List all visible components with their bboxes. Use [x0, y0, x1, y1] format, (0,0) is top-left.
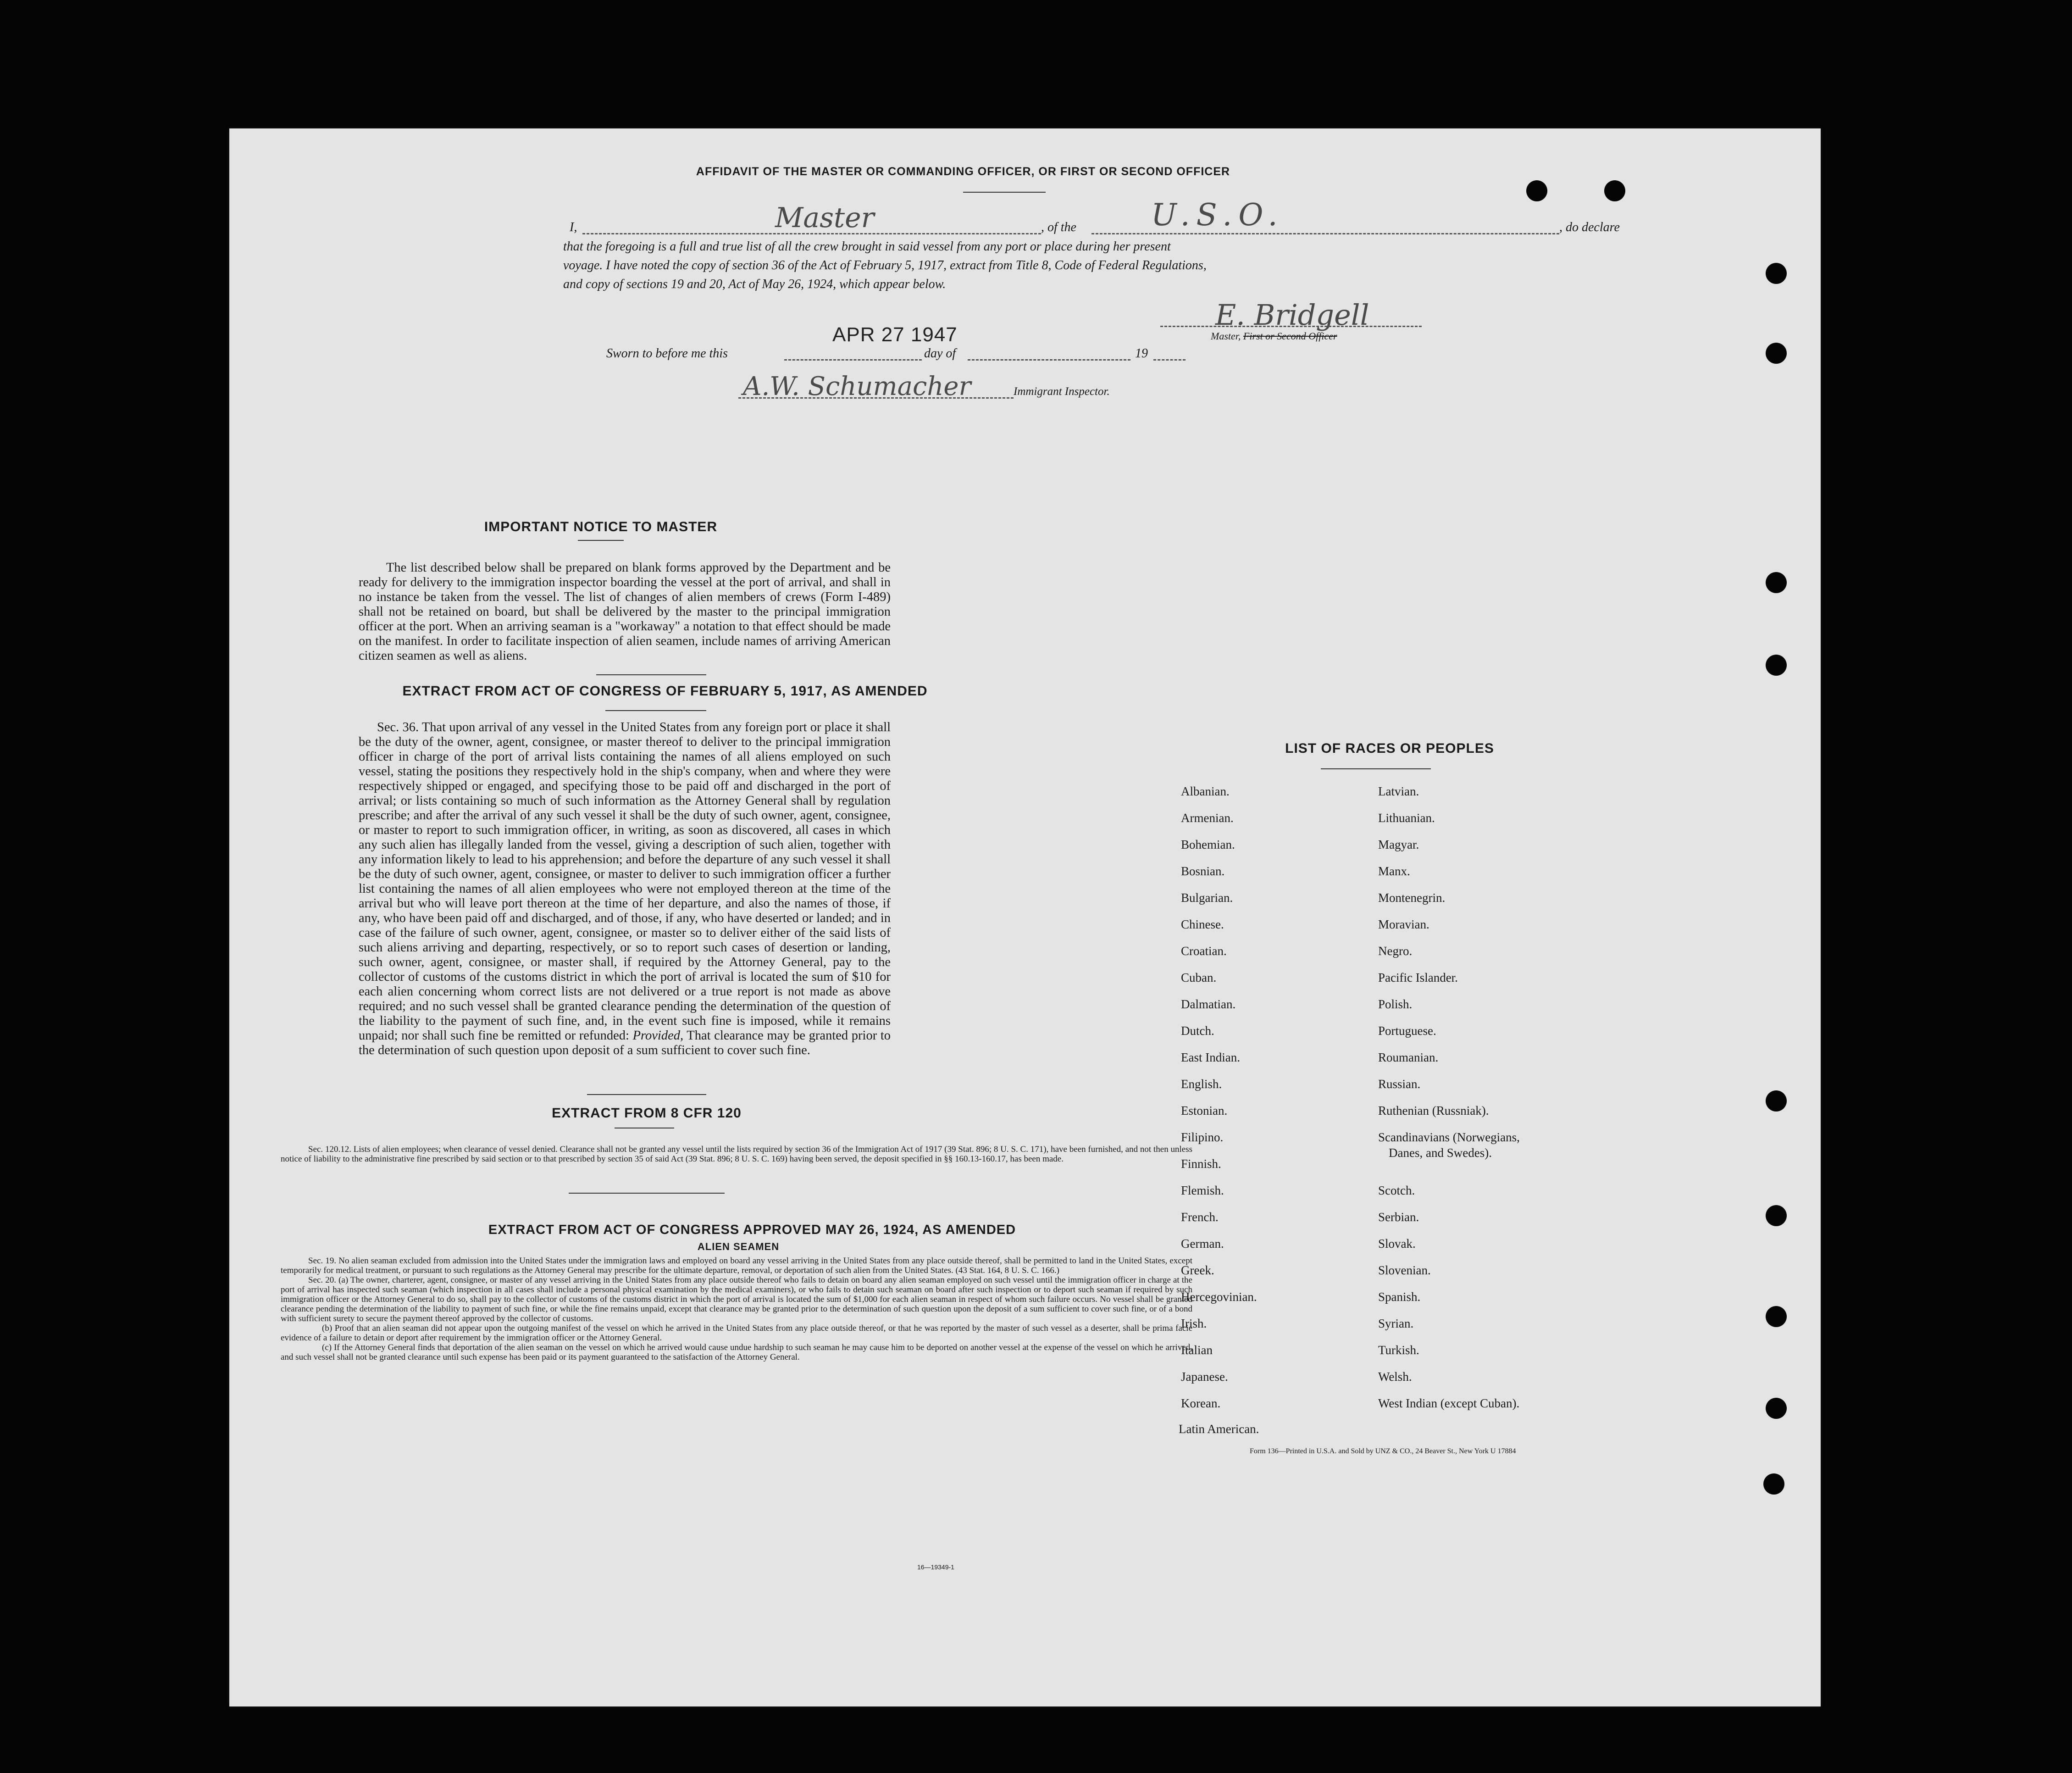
punch-hole — [1766, 1090, 1787, 1112]
statement-line-1: that the foregoing is a full and true list of all the crew brought in said vessel from any port or place during her present — [563, 239, 1171, 254]
race-item: Croatian. — [1181, 944, 1227, 958]
form-code: 16—19349-1 — [917, 1563, 954, 1571]
race-item: Polish. — [1378, 997, 1413, 1011]
race-item: Serbian. — [1378, 1210, 1419, 1224]
race-item: Bulgarian. — [1181, 891, 1233, 905]
race-item: Lithuanian. — [1378, 811, 1435, 825]
punch-hole — [1766, 1398, 1787, 1419]
section-20a-text: Sec. 20. (a) The owner, charterer, agent, consignee, or master of any vessel arriving in the United States from any place outside thereof who fails to detain on board any alien seaman employed on such vessel until the immigration officer in charge at the port of arrival has inspected such seaman (which inspection in all cases shall include a personal physical examination by the medical examiners), or who fails to detain such seaman on board after such inspection or to deport such seaman if required by such immigration officer or the Attorney General to do so, shall pay to the collector of customs of the customs district in which the port of arrival is located the sum of $1,000 for each alien seaman in respect of whom such failure occurs. No vessel shall be granted clearance pending the determination of the liability to payment of such fine, or while the fine remains unpaid, except that clearance may be granted prior to the determination of such question upon the deposit of a sum sufficient to cover such fine, or of a bond with sufficient surety to secure the payment thereof approved by the collector of customs. — [281, 1275, 1192, 1323]
inspector-line — [738, 397, 1014, 399]
section-36-text: That upon arrival of any vessel in the United States from any foreign port or place it shall be the duty of the owner, agent, consignee, or master thereof to deliver to the principal immigration officer in charge of the port of arrival lists containing the names of all aliens employed on such vessel, stating the positions they respectively hold in the ship's company, when and where they were respectively shipped or engaged, and specifying those to be paid off and discharged in the port of arrival; or lists containing so much of such information as the Attorney General shall by regulation prescribe; and after the arrival of any such vessel it shall be the duty of such owner, agent, consignee, or master to report to such immigration officer, in writing, as soon as discovered, all cases in which any such alien has illegally landed from the vessel, giving a description of such alien, together with any information likely to lead to his apprehension; and before the departure of any such vessel it shall be the duty of such owner, agent, consignee, or master to deliver to such immigration officer a further list containing the names of all alien employees who were not employed thereon at the time of the arrival but who will leave port thereon at the time of her departure, and also the names of those, if any, who have been paid off and discharged, and of those, if any, who have deserted or landed; and in case of the failure of such owner, agent, consignee, or master so to deliver either of the said lists of such aliens arriving and departing, respectively, or so to report such cases of desertion or landing, such owner, agent, consignee, or master shall, if required by the Attorney General, pay to the collector of customs of the customs district in which the port of arrival is located the sum of $10 for each alien concerning whom correct lists are not delivered or a true report is not made as above required; and no such vessel shall be granted clearance pending the determination of the question of the liability to the payment of such fine, and, in the event such fine is imposed, while it remains unpaid; nor shall such fine be remitted or refunded: — [359, 720, 891, 1043]
sworn-year-line — [1153, 359, 1186, 361]
section-19-text: Sec. 19. No alien seaman excluded from admission into the United States under the immigration laws and employed on board any vessel arriving in the United States from any place outside thereof, shall be permitted to land in the United States, except temporarily for medical treatment, or pursuant to such regulations as the Attorney General may prescribe for the ultimate departure, removal, or deportation of such alien from the United States. (43 Stat. 164, 8 U. S. C. 166.) — [281, 1256, 1192, 1275]
race-item: Dalmatian. — [1181, 997, 1236, 1011]
race-item: Hercegovinian. — [1181, 1290, 1257, 1304]
sworn-day-line — [784, 359, 922, 361]
extract-1924-title: EXTRACT FROM ACT OF CONGRESS APPROVED MAY 26, 1924, AS AMENDED — [488, 1223, 1016, 1237]
punch-hole — [1766, 572, 1787, 593]
race-item: Scotch. — [1378, 1184, 1415, 1197]
vessel-handwritten: U.S.O. — [1151, 197, 1284, 233]
race-item: Albanian. — [1181, 784, 1230, 798]
divider — [578, 540, 624, 541]
officer-caption-struck: First or Second Officer — [1243, 330, 1337, 342]
race-item: Flemish. — [1181, 1184, 1224, 1197]
punch-hole — [1604, 180, 1625, 201]
race-item: Greek. — [1181, 1263, 1214, 1277]
race-item: Pacific Islander. — [1378, 971, 1458, 984]
master-signature: E. Bridgell — [1215, 298, 1369, 332]
notice-body: The list described below shall be prepared on blank forms approved by the Department and be ready for delivery to the immigration inspector boarding the vessel at the port of arrival, and shall in no instance be taken from the vessel. The list of changes of alien members of crews (Form I-489) shall not be retained on board, but shall be delivered by the master to the principal immigration officer at the port. When an arriving seaman is a "workaway" a notation to that effect should be made on the manifest. In order to facilitate inspection of alien seamen, include names of arriving American citizen seamen as well as aliens. — [359, 561, 891, 663]
race-item: Montenegrin. — [1378, 891, 1446, 905]
race-item: Scandinavians (Norwegians, — [1378, 1130, 1520, 1144]
race-item: Syrian. — [1378, 1317, 1414, 1330]
race-item: French. — [1181, 1210, 1219, 1224]
extract-1917-title: EXTRACT FROM ACT OF CONGRESS OF FEBRUARY 5, 1917, AS AMENDED — [402, 684, 928, 699]
race-item: Roumanian. — [1378, 1050, 1439, 1064]
race-item: Spanish. — [1378, 1290, 1421, 1304]
sworn-month-line — [968, 359, 1130, 361]
statement-line-2: voyage. I have noted the copy of section 36 of the Act of February 5, 1917, extract from Title 8, Code of Federal Regulations, — [563, 258, 1207, 272]
year-label: 19 — [1135, 346, 1148, 361]
proviso-text: That clearance may be granted prior to the determination of such question upon deposit of a sum sufficient to cover such fine. — [359, 1028, 891, 1057]
race-item: Cuban. — [1181, 971, 1217, 984]
race-item: Welsh. — [1378, 1370, 1412, 1384]
master-caption: Master, — [1211, 330, 1243, 342]
signature-caption — [1211, 330, 1337, 342]
punch-hole — [1763, 1473, 1784, 1495]
divider — [587, 1094, 706, 1095]
race-item: East Indian. — [1181, 1050, 1240, 1064]
inspector-signature: A.W. Schumacher — [743, 372, 971, 401]
divider — [605, 710, 706, 711]
race-item: Slovak. — [1378, 1237, 1416, 1251]
race-item: West Indian (except Cuban). — [1378, 1396, 1520, 1410]
race-item: Chinese. — [1181, 917, 1224, 931]
race-item: Ruthenian (Russniak). — [1378, 1104, 1489, 1117]
section-36-label: Sec. 36. — [377, 720, 419, 734]
race-item: Filipino. — [1181, 1130, 1224, 1144]
race-item: Turkish. — [1378, 1343, 1419, 1357]
race-item: Italian — [1181, 1343, 1213, 1357]
race-item: Japanese. — [1181, 1370, 1228, 1384]
punch-hole — [1766, 1205, 1787, 1226]
race-item: Estonian. — [1181, 1104, 1228, 1117]
race-item: Irish. — [1181, 1317, 1207, 1330]
race-item: Slovenian. — [1378, 1263, 1431, 1277]
extract-1924-subtitle: ALIEN SEAMEN — [697, 1241, 780, 1252]
notice-title: IMPORTANT NOTICE TO MASTER — [484, 519, 718, 534]
race-item: Korean. — [1181, 1396, 1221, 1410]
race-item: Manx. — [1378, 864, 1410, 878]
extract-1917-body — [359, 720, 891, 1058]
race-item: English. — [1181, 1077, 1222, 1091]
date-stamp: APR 27 1947 — [832, 323, 958, 346]
race-item: Negro. — [1378, 944, 1413, 958]
extract-cfr-body: Sec. 120.12. Lists of alien employees; when clearance of vessel denied. Clearance shall not be granted any vessel until the lists required by section 36 of the Immigration Act of 1917 (39 Stat. 896; 8 U. S. C. 171), have been furnished, and not then unless notice of liability to the administrative fine prescribed by said section or to that prescribed by section 35 of said Act (39 Stat. 896; 8 U. S. C. 169) having been served, the deposit specified in §§ 160.13-160.17, has been made. — [281, 1145, 1192, 1164]
punch-hole — [1766, 1306, 1787, 1327]
proviso-label: Provided, — [632, 1028, 684, 1043]
punch-hole — [1766, 263, 1787, 284]
form-footer: Form 136—Printed in U.S.A. and Sold by UNZ & CO., 24 Beaver St., New York U 17884 — [1250, 1447, 1516, 1455]
declarant-label: I, — [570, 220, 577, 234]
extract-cfr-title: EXTRACT FROM 8 CFR 120 — [552, 1106, 742, 1121]
section-20b-text: (b) Proof that an alien seaman did not appear upon the outgoing manifest of the vessel on which he arrived in the United States from any place outside thereof, or that he was reported by the master of such vessel as a deserter, shall be prima facie evidence of a failure to detain or deport after requirement by the immigration officer or the Attorney General. — [281, 1323, 1192, 1343]
race-item: Latvian. — [1378, 784, 1419, 798]
of-the-label: , of the — [1041, 220, 1076, 234]
race-item: Armenian. — [1181, 811, 1234, 825]
divider — [569, 1193, 725, 1194]
divider — [1321, 768, 1431, 769]
race-item: Latin American. — [1179, 1422, 1259, 1436]
declarant-handwritten: Master — [775, 202, 875, 234]
race-item: Danes, and Swedes). — [1389, 1146, 1492, 1160]
signature-line — [1160, 326, 1422, 327]
section-20c-text: (c) If the Attorney General finds that deportation of the alien seaman on the vessel on which he arrived would cause undue hardship to such seaman he may cause him to be deported on another vessel at the expense of the vessel on which he arrived, and such vessel shall not be granted clearance until such expense has been paid or its payment guaranteed to the satisfaction of the Attorney General. — [281, 1343, 1192, 1362]
statement-line-3: and copy of sections 19 and 20, Act of May 26, 1924, which appear below. — [563, 277, 946, 291]
divider — [596, 674, 706, 675]
race-item: Portuguese. — [1378, 1024, 1436, 1038]
punch-hole — [1766, 343, 1787, 364]
race-item: Moravian. — [1378, 917, 1429, 931]
race-item: Bosnian. — [1181, 864, 1225, 878]
race-item: German. — [1181, 1237, 1224, 1251]
divider — [963, 192, 1046, 193]
race-item: Magyar. — [1378, 838, 1419, 851]
race-item: Bohemian. — [1181, 838, 1235, 851]
affidavit-title: AFFIDAVIT OF THE MASTER OR COMMANDING OFFICER, OR FIRST OR SECOND OFFICER — [696, 165, 1230, 178]
punch-hole — [1766, 655, 1787, 676]
race-item: Russian. — [1378, 1077, 1421, 1091]
punch-hole — [1526, 180, 1547, 201]
document-page — [229, 128, 1821, 1706]
inspector-label: Immigrant Inspector. — [1014, 385, 1110, 398]
race-item: Finnish. — [1181, 1157, 1221, 1171]
declare-label: , do declare — [1559, 220, 1620, 234]
races-title: LIST OF RACES OR PEOPLES — [1285, 741, 1494, 756]
extract-1924-body — [281, 1256, 1192, 1362]
race-item: Dutch. — [1181, 1024, 1214, 1038]
day-of-label: day of — [924, 346, 956, 361]
vessel-line — [1091, 233, 1559, 234]
sworn-label: Sworn to before me this — [606, 346, 728, 361]
